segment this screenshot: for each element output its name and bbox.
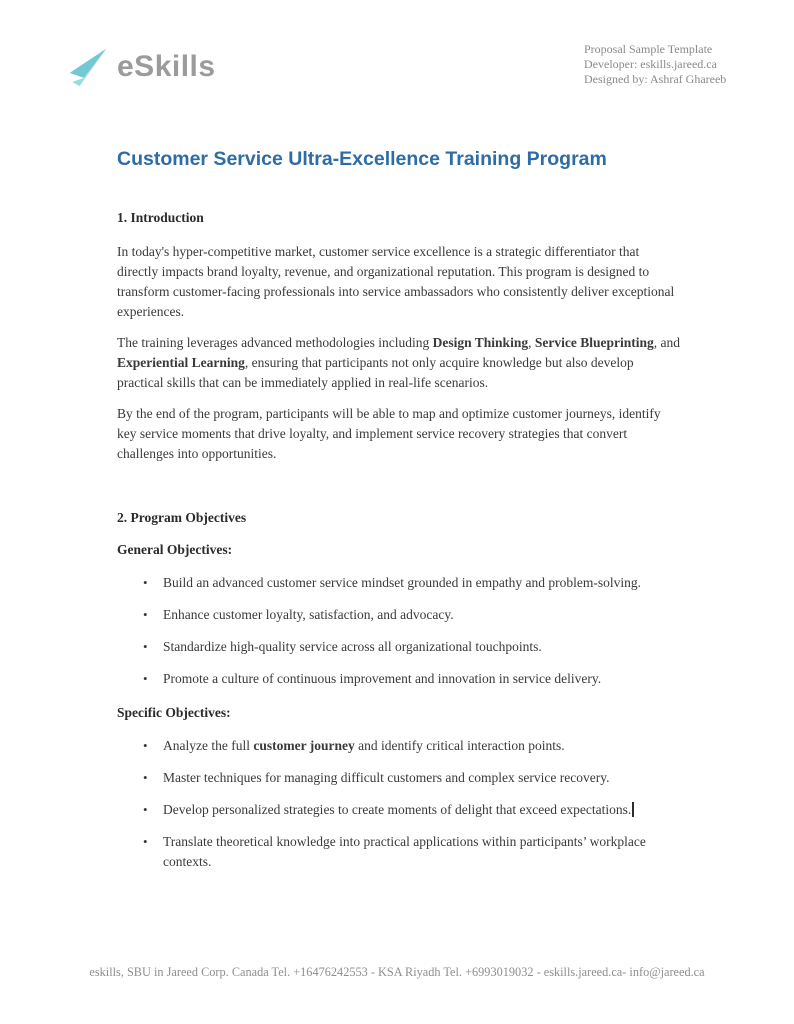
bullet-item[interactable] (117, 832, 682, 872)
bullet-marker-icon: • (143, 671, 148, 686)
document-body[interactable] (117, 147, 682, 884)
bullet-item[interactable] (117, 736, 682, 756)
bullet-marker-icon: • (143, 770, 148, 785)
text-run: In today's hyper-competitive market, customer service excellence is a strategic differentiator that directly impacts brand loyalty, revenue, and organizational reputation. This program is designed to transform customer-facing professionals into service ambassadors who consistently deliver exceptional experiences. (117, 244, 675, 319)
subheading-general-objectives[interactable]: General Objectives: (117, 542, 233, 557)
bullet-marker-icon: • (143, 834, 148, 849)
bold-text-run: Service Blueprinting (534, 335, 654, 350)
document-title[interactable]: Customer Service Ultra-Excellence Training Program (117, 148, 607, 170)
bullet-marker-icon: • (143, 607, 148, 622)
header-meta (584, 42, 726, 87)
eskills-logo (68, 46, 216, 88)
bullet-marker-icon: • (143, 802, 148, 817)
header-meta-developer-line: Developer: eskills.jareed.ca (584, 57, 717, 71)
specific-objectives-list (117, 736, 682, 872)
bullet-marker-icon: • (143, 575, 148, 590)
section-heading-introduction[interactable]: 1. Introduction (117, 210, 204, 225)
text-cursor (632, 802, 634, 817)
header-meta-designer-line: Designed by: Ashraf Ghareeb (584, 72, 727, 86)
bullet-item[interactable] (117, 669, 682, 689)
bullet-marker-icon: • (143, 639, 148, 654)
general-objectives-list (117, 573, 682, 689)
bullet-item[interactable] (117, 573, 682, 593)
text-run: , (528, 335, 535, 350)
text-run: Translate theoretical knowledge into practical applications within participants’ workplace contexts. (163, 834, 646, 869)
intro-paragraph-2[interactable] (117, 333, 682, 393)
section-heading-objectives[interactable]: 2. Program Objectives (117, 510, 247, 525)
bullet-marker-icon: • (143, 738, 148, 753)
header-meta-template-line: Proposal Sample Template (584, 42, 713, 56)
text-run: By the end of the program, participants will be able to map and optimize customer journeys, identify key service moments that drive loyalty, and implement service recovery strategies that convert challenges into opportunities. (117, 406, 661, 461)
text-run: Master techniques for managing difficult customers and complex service recovery. (163, 770, 610, 785)
footer-text: eskills, SBU in Jareed Corp. Canada Tel. +16476242553 - KSA Riyadh Tel. +6993019032 - eskills.jareed.ca- info@jareed.ca (89, 965, 705, 979)
paper-plane-icon (68, 46, 108, 88)
text-run: The training leverages advanced methodologies including (117, 335, 433, 350)
intro-paragraph-3[interactable] (117, 404, 682, 464)
intro-paragraph-1[interactable] (117, 242, 682, 322)
text-run: Standardize high-quality service across all organizational touchpoints. (163, 639, 542, 654)
subheading-specific-objectives[interactable]: Specific Objectives: (117, 705, 231, 720)
bold-text-run: Experiential Learning (117, 355, 245, 370)
bold-text-run: Design Thinking (432, 335, 529, 350)
text-run: Enhance customer loyalty, satisfaction, and advocacy. (163, 607, 454, 622)
bullet-item[interactable] (117, 768, 682, 788)
text-run: , and (653, 335, 680, 350)
text-run: Build an advanced customer service mindset grounded in empathy and problem-solving. (163, 575, 642, 590)
text-run: Promote a culture of continuous improvement and innovation in service delivery. (163, 671, 602, 686)
bullet-item[interactable] (117, 637, 682, 657)
text-run: Develop personalized strategies to create moments of delight that exceed expectations. (163, 802, 632, 817)
text-run: Analyze the full (163, 738, 254, 753)
text-run: , ensuring that participants not only acquire knowledge but also develop practical skills that can be immediately applied in real-life scenarios. (117, 355, 634, 390)
logo-text: eSkills (117, 50, 216, 83)
bold-text-run: customer journey (253, 738, 355, 753)
text-run: and identify critical interaction points. (354, 738, 565, 753)
bullet-item[interactable] (117, 800, 682, 820)
bullet-item[interactable] (117, 605, 682, 625)
